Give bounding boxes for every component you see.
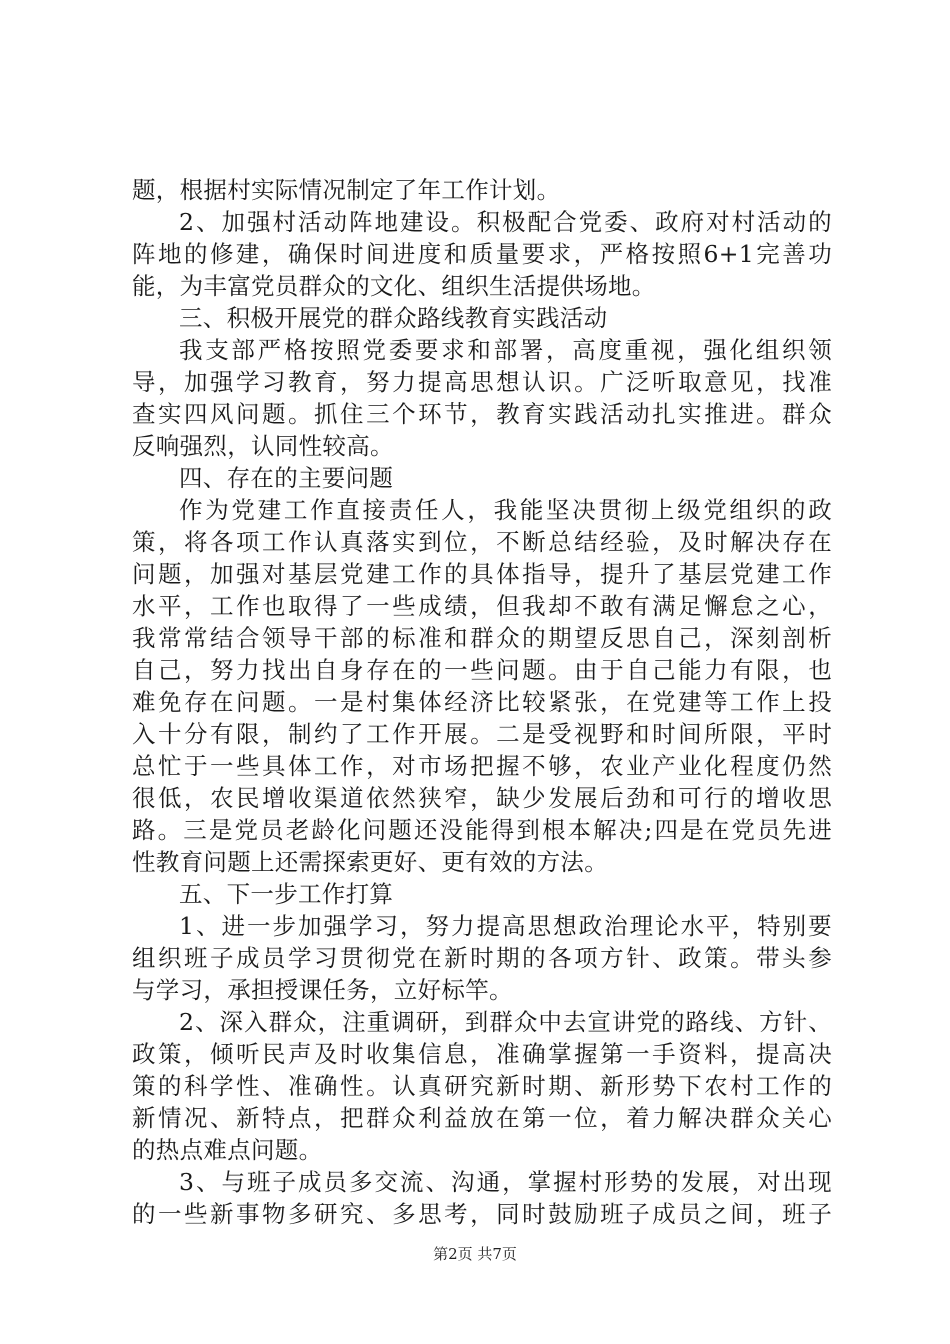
text-line: 能，为丰富党员群众的文化、组织生活提供场地。: [132, 272, 656, 300]
text-line: 很低，农民增收渠道依然狭窄，缺少发展后劲和可行的增收思: [132, 784, 832, 812]
text-line: 阵地的修建，确保时间进度和质量要求，严格按照6+1完善功: [132, 240, 832, 268]
text-line: 组织班子成员学习贯彻党在新时期的各项方针、政策。带头参: [132, 944, 832, 972]
text-line: 反响强烈，认同性较高。: [132, 432, 394, 460]
text-line: 策，将各项工作认真落实到位，不断总结经验，及时解决存在: [132, 528, 832, 556]
text-line: 2、深入群众，注重调研，到群众中去宣讲党的路线、方针、: [179, 1008, 832, 1036]
text-line: 2、加强村活动阵地建设。积极配合党委、政府对村活动的: [179, 208, 832, 236]
text-line: 与学习，承担授课任务，立好标竿。: [132, 976, 513, 1004]
text-line: 3、与班子成员多交流、沟通，掌握村形势的发展，对出现: [179, 1168, 832, 1196]
text-line: 四、存在的主要问题: [179, 464, 394, 492]
text-line: 总忙于一些具体工作，对市场把握不够，农业产业化程度仍然: [132, 752, 832, 780]
text-line: 策的科学性、准确性。认真研究新时期、新形势下农村工作的: [132, 1072, 832, 1100]
text-line: 路。三是党员老龄化问题还没能得到根本解决;四是在党员先进: [132, 816, 832, 844]
text-line: 新情况、新特点，把群众利益放在第一位，着力解决群众关心: [132, 1104, 832, 1132]
text-line: 导，加强学习教育，努力提高思想认识。广泛听取意见，找准: [132, 368, 832, 396]
text-line: 我常常结合领导干部的标准和群众的期望反思自己，深刻剖析: [132, 624, 832, 652]
text-line: 1、进一步加强学习，努力提高思想政治理论水平，特别要: [179, 912, 832, 940]
text-line: 难免存在问题。一是村集体经济比较紧张，在党建等工作上投: [132, 688, 832, 716]
text-line: 五、下一步工作打算: [179, 880, 394, 908]
text-line: 入十分有限，制约了工作开展。二是受视野和时间所限，平时: [132, 720, 832, 748]
text-line: 题，根据村实际情况制定了年工作计划。: [132, 176, 561, 204]
text-line: 作为党建工作直接责任人，我能坚决贯彻上级党组织的政: [179, 496, 832, 524]
text-line: 的一些新事物多研究、多思考，同时鼓励班子成员之间，班子: [132, 1200, 832, 1228]
text-line: 政策，倾听民声及时收集信息，准确掌握第一手资料，提高决: [132, 1040, 832, 1068]
document-body: [132, 174, 832, 1230]
text-line: 自己，努力找出自身存在的一些问题。由于自己能力有限，也: [132, 656, 832, 684]
page-number-footer: 第2页 共7页: [433, 1245, 517, 1263]
text-line: 性教育问题上还需探索更好、更有效的方法。: [132, 848, 608, 876]
text-line: 水平，工作也取得了一些成绩，但我却不敢有满足懈怠之心，: [132, 592, 832, 620]
text-line: 三、积极开展党的群众路线教育实践活动: [179, 304, 608, 332]
text-line: 问题，加强对基层党建工作的具体指导，提升了基层党建工作: [132, 560, 832, 588]
text-line: 查实四风问题。抓住三个环节，教育实践活动扎实推进。群众: [132, 400, 832, 428]
text-line: 我支部严格按照党委要求和部署，高度重视，强化组织领: [179, 336, 832, 364]
text-line: 的热点难点问题。: [132, 1136, 323, 1164]
